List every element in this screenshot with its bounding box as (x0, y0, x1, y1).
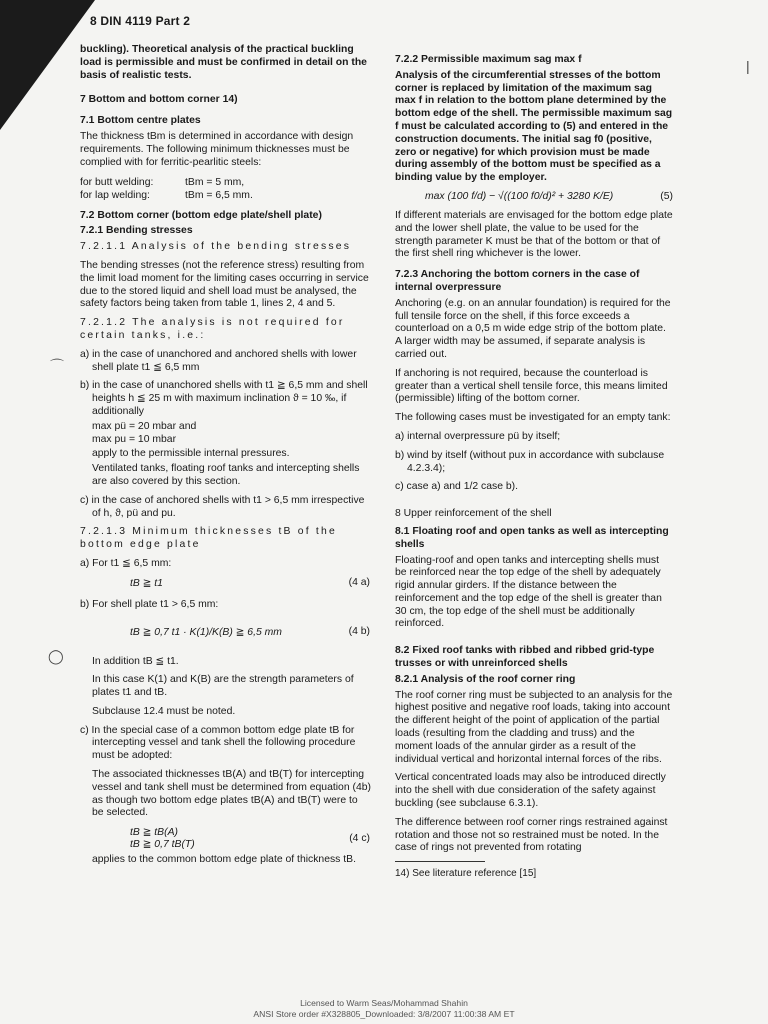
lap-welding-value: tBm = 6,5 mm. (185, 189, 253, 201)
footnote-text: 14) See literature reference [15] (395, 868, 537, 880)
equation-5-number: (5) (660, 190, 673, 202)
section-7-2-2-title: 7.2.2 Permissible maximum sag max f (395, 54, 582, 65)
case-c-text: The associated thicknesses tB(A) and tB(T) for intercepting vessel and tank shell must be determined from equation (4b) as though two bottom edge plates tB(A) and tB(T) were to be selected. (92, 769, 371, 819)
section-7-2-2-text: Analysis of the circumferential stresses of the bottom corner is replaced by limitation of the maximum sag max f in relation to the bottom plane determined by the bottom edge of the shell. The permissible maximum sag f must be calculated according to (5) and entered in the construction documents. The initial sag f0 (positive, zero or negative) for which provision must be made during assembly of the bottom must be specified as a binding value by the employer. (395, 69, 673, 184)
case-a: a) For t1 ≦ 6,5 mm: (80, 557, 172, 569)
equation-4c-formula (80, 826, 195, 850)
section-7-2-2-materials: If different materials are envisaged for the bottom edge plate and the lower shell plate, the value to be used for the strength parameter K must be that of the bottom or that of the first shell ring whichever is the lower. (395, 209, 673, 260)
margin-tick-icon: | (746, 58, 750, 74)
case-b: b) For shell plate t1 > 6,5 mm: (80, 598, 219, 610)
page-header: 8 DIN 4119 Part 2 (90, 14, 191, 28)
equation-4a (80, 577, 372, 589)
intro-text: buckling). Theoretical analysis of the practical buckling load is permissible and must be confirmed in detail on the basis of realistic tests. (80, 44, 367, 81)
section-7-2-1-3-title: 7.2.1.3 Minimum thicknesses tB of the bottom edge plate (80, 526, 337, 551)
section-8-1-title: 8.1 Floating roof and open tanks as well as intercepting shells (395, 525, 669, 550)
right-column (395, 44, 673, 879)
section-7-2-1-1-title: 7.2.1.1 Analysis of the bending stresses (80, 241, 352, 253)
section-7-2-title: 7.2 Bottom corner (bottom edge plate/shell plate) (80, 209, 322, 221)
section-7-2-1-1-text: The bending stresses (not the reference stress) resulting from the limit load moment for the limiting cases occurring in service due to the stored liquid and shell load must be analysed, the safety factors being taken from table 1, lines 2, 4 and 5. (80, 259, 369, 310)
item-b-pu: max pü = 20 mbar and (92, 420, 197, 432)
item-b-apply: apply to the permissible internal pressures. (92, 448, 290, 460)
section-8-2-1-text-1: The roof corner ring must be subjected to an analysis for the highest positive and negative roof loads, taking into account the different height of the point of application of the partial loads (resulting from the cladding and truss) and the moment loads of the annular girder as a result of the individual vertical and horizontal internal forces of the ribs. (395, 689, 673, 765)
section-7-2-3-title: 7.2.3 Anchoring the bottom corners in the case of internal overpressure (395, 269, 640, 293)
equation-4b (80, 626, 372, 638)
section-7-2-3-text-2: If anchoring is not required, because the counterload is greater than a vertical shell tensile force, this means limited (permissible) lifting of the bottom corner. (395, 367, 668, 405)
section-8-title: 8 Upper reinforcement of the shell (395, 508, 552, 520)
butt-welding-label: for butt welding: (80, 176, 154, 188)
section-8-2-title: 8.2 Fixed roof tanks with ribbed and ribbed grid-type trusses or with unreinforced shells (395, 645, 655, 670)
item-a: a) in the case of unanchored and anchored shells with lower shell plate t1 ≦ 6,5 mm (80, 348, 357, 373)
case-c: c) In the special case of a common bottom edge plate tB for intercepting vessel and tank shell the following procedure must be adopted: (80, 724, 356, 762)
left-column (80, 44, 372, 873)
equation-4b-formula: tB ≧ 0,7 t1 · K(1)/K(B) ≧ 6,5 mm (130, 626, 282, 638)
license-line-2: ANSI Store order #X328805_Downloaded: 3/8/2007 11:00:38 AM ET (253, 1009, 515, 1019)
equation-4c (80, 826, 372, 850)
section-7-2-1-title: 7.2.1 Bending stresses (80, 225, 193, 237)
equation-4a-formula: tB ≧ t1 (130, 577, 163, 589)
equation-4c-line-1: tB ≧ tB(A) (130, 827, 178, 839)
right-item-b: b) wind by itself (without pux in accordance with subclause 4.2.3.4); (395, 449, 665, 474)
section-8-2-1-title: 8.2.1 Analysis of the roof corner ring (395, 673, 576, 685)
right-item-a: a) internal overpressure pü by itself; (395, 430, 561, 442)
addition-k-text: In this case K(1) and K(B) are the strength parameters of plates t1 and tB. (92, 674, 354, 699)
item-b-vent: Ventilated tanks, floating roof tanks and intercepting shells are also covered by this section. (92, 463, 360, 487)
addition-text: In addition tB ≦ t1. (92, 655, 179, 667)
footnote (395, 861, 537, 880)
section-8-2-1-text-2: Vertical concentrated loads may also be introduced directly into the shell with due consideration of the safety against buckling (see subclause 6.3.1). (395, 772, 666, 810)
section-7-2-1-2-title: 7.2.1.2 The analysis is not required for certain tanks, i.e.: (80, 317, 345, 341)
item-c: c) in the case of anchored shells with t1 > 6,5 mm irrespective of h, ϑ, pü and pu. (80, 494, 365, 519)
equation-5 (395, 191, 673, 202)
equation-4a-number: (4 a) (348, 577, 370, 589)
equation-4b-number: (4 b) (348, 626, 370, 637)
butt-welding-value: tBm = 5 mm, (185, 176, 245, 188)
applies-text: applies to the common bottom edge plate of thickness tB. (92, 854, 356, 866)
section-7-title: 7 Bottom and bottom corner 14) (80, 94, 238, 106)
section-7-1-title: 7.1 Bottom centre plates (80, 115, 201, 127)
equation-4c-number: (4 c) (349, 832, 370, 844)
section-7-1-text: The thickness tBm is determined in accordance with design requirements. The following minimum thicknesses must be complied with for ferritic-pearlitic steels: (80, 131, 354, 168)
license-line-1: Licensed to Warm Seas/Mohammad Shahin (300, 998, 468, 1008)
lap-welding-label: for lap welding: (80, 189, 150, 201)
item-b: b) in the case of unanchored shells with t1 ≧ 6,5 mm and shell heights h ≦ 25 m with maximum inclination ϑ = 10 ‰, if additionally (80, 380, 368, 417)
section-8-1-text: Floating-roof and open tanks and intercepting shells must be reinforced near the top edge of the shell by adequately rigid annular girders. If the distance between the reinforcement and the top edge of the shell is greater than 30 cm, the top edge of the shell must be additionally reinforced. (395, 554, 662, 630)
equation-5-formula: max (100 f/d) − √((100 f0/d)² + 3280 K/E) (425, 190, 614, 202)
right-item-c: c) case a) and 1/2 case b). (395, 481, 519, 493)
margin-circle-icon: ◯ (48, 648, 64, 664)
subclause-note: Subclause 12.4 must be noted. (92, 705, 236, 717)
equation-4c-line-2: tB ≧ 0,7 tB(T) (130, 839, 195, 851)
section-8-2-1-text-3: The difference between roof corner rings restrained against rotation and those not so restrained must be noted. In the case of rings not prevented from rotating (395, 816, 668, 854)
license-footer (0, 998, 768, 1020)
margin-mark-icon: ⌒ (50, 358, 64, 374)
section-7-2-3-text-3: The following cases must be investigated for an empty tank: (395, 412, 671, 424)
lap-welding-row (80, 189, 372, 202)
butt-welding-row (80, 176, 372, 189)
section-7-2-3-text-1: Anchoring (e.g. on an annular foundation) is required for the full tensile force on the shell, if this force exceeds a counterload on a 0,5 m wide edge strip of the bottom plate. A larger width may be assumed, if separate analysis is carried out. (395, 297, 671, 360)
item-b-pd: max pu = 10 mbar (92, 433, 177, 445)
